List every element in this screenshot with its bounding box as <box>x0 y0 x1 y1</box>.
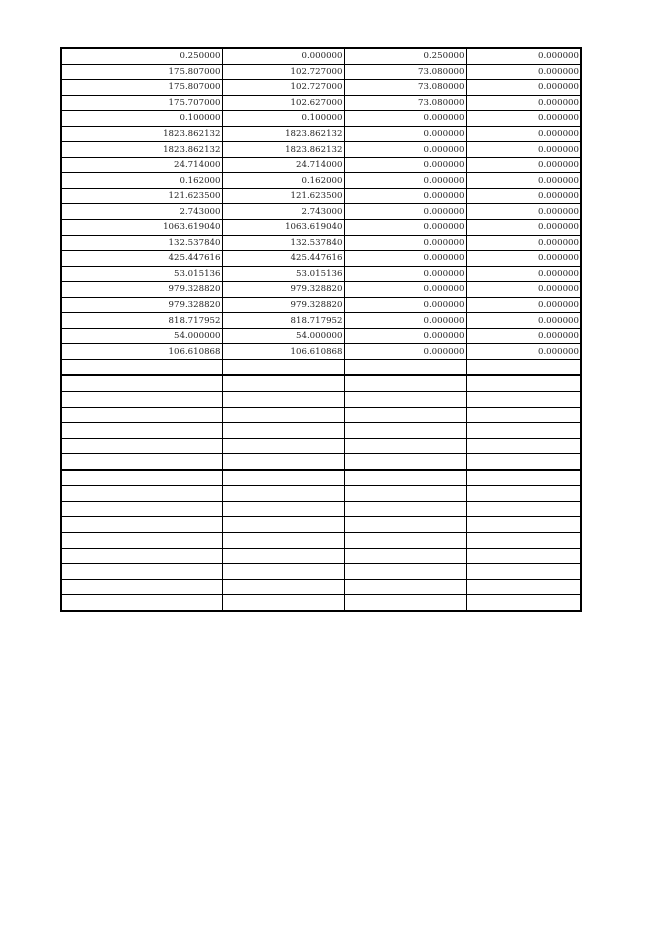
table-cell: 0.000000 <box>466 235 581 251</box>
table-cell: 0.000000 <box>466 297 581 313</box>
table-body <box>61 48 581 611</box>
table-cell: 1823.862132 <box>222 142 344 158</box>
table-cell: 0.000000 <box>222 48 344 64</box>
table-cell <box>222 470 344 486</box>
table-cell <box>222 454 344 470</box>
table-cell: 24.714000 <box>61 157 222 173</box>
table-cell <box>344 532 466 548</box>
table-cell: 0.000000 <box>344 251 466 267</box>
table-cell: 24.714000 <box>222 157 344 173</box>
table-cell: 1063.619040 <box>61 220 222 236</box>
table-row <box>61 282 581 298</box>
table-cell <box>222 359 344 375</box>
table-cell: 0.000000 <box>344 142 466 158</box>
table-cell <box>344 359 466 375</box>
table-cell <box>222 375 344 391</box>
table-cell: 0.000000 <box>466 188 581 204</box>
table-cell: 102.627000 <box>222 95 344 111</box>
table-cell <box>344 407 466 423</box>
table-cell: 0.000000 <box>466 173 581 189</box>
table-cell <box>222 486 344 502</box>
table-cell <box>344 470 466 486</box>
table-cell <box>344 548 466 564</box>
table-row <box>61 235 581 251</box>
table-cell: 0.000000 <box>466 251 581 267</box>
table-cell: 0.000000 <box>466 266 581 282</box>
table-cell: 0.162000 <box>61 173 222 189</box>
table-cell <box>61 470 222 486</box>
table-cell <box>466 517 581 533</box>
table-cell <box>61 423 222 439</box>
table-cell: 0.000000 <box>344 157 466 173</box>
table-cell: 979.328820 <box>61 297 222 313</box>
table-row <box>61 579 581 595</box>
table-cell <box>466 579 581 595</box>
table-cell <box>344 392 466 408</box>
table-row <box>61 313 581 329</box>
table-cell: 2.743000 <box>222 204 344 220</box>
table-cell: 0.000000 <box>344 111 466 127</box>
table-cell <box>466 407 581 423</box>
table-cell: 0.162000 <box>222 173 344 189</box>
table-cell <box>466 532 581 548</box>
table-cell: 0.000000 <box>466 111 581 127</box>
table-cell <box>466 501 581 517</box>
table-cell: 0.000000 <box>344 313 466 329</box>
table-cell: 0.000000 <box>466 313 581 329</box>
table-cell <box>344 423 466 439</box>
table-cell: 73.080000 <box>344 64 466 80</box>
table-cell <box>61 517 222 533</box>
table-cell: 0.100000 <box>61 111 222 127</box>
table-cell: 1823.862132 <box>222 126 344 142</box>
table-cell <box>344 564 466 580</box>
table-cell: 0.000000 <box>466 157 581 173</box>
table-cell <box>61 579 222 595</box>
table-cell <box>344 438 466 454</box>
table-row <box>61 48 581 64</box>
table-cell: 132.537840 <box>61 235 222 251</box>
table-cell <box>222 579 344 595</box>
table-cell <box>61 532 222 548</box>
table-cell: 175.807000 <box>61 64 222 80</box>
table-row <box>61 266 581 282</box>
table-cell <box>222 438 344 454</box>
table-cell: 0.000000 <box>466 204 581 220</box>
table-row <box>61 548 581 564</box>
table-row <box>61 95 581 111</box>
table-cell <box>61 501 222 517</box>
table-cell: 0.000000 <box>344 204 466 220</box>
table-cell: 0.000000 <box>344 297 466 313</box>
table-cell: 0.000000 <box>466 220 581 236</box>
table-cell: 0.000000 <box>344 328 466 344</box>
table-cell: 0.000000 <box>466 95 581 111</box>
table-cell <box>222 595 344 611</box>
table-cell: 1823.862132 <box>61 142 222 158</box>
table-cell: 0.000000 <box>344 282 466 298</box>
table-cell <box>61 454 222 470</box>
table-row <box>61 423 581 439</box>
table-cell: 0.000000 <box>466 282 581 298</box>
table-cell: 106.610868 <box>222 344 344 360</box>
table-row <box>61 80 581 96</box>
table-row <box>61 517 581 533</box>
table-cell <box>344 501 466 517</box>
table-cell: 121.623500 <box>61 188 222 204</box>
table-cell <box>222 532 344 548</box>
table-cell: 175.807000 <box>61 80 222 96</box>
table-cell: 102.727000 <box>222 64 344 80</box>
table-cell <box>61 486 222 502</box>
table-cell: 0.000000 <box>466 126 581 142</box>
table-row <box>61 375 581 391</box>
table-cell <box>466 392 581 408</box>
table-row <box>61 392 581 408</box>
table-cell: 1823.862132 <box>61 126 222 142</box>
table-cell <box>61 438 222 454</box>
table-cell <box>466 375 581 391</box>
table-cell <box>466 454 581 470</box>
table-row <box>61 142 581 158</box>
table-cell <box>466 438 581 454</box>
table-cell: 818.717952 <box>61 313 222 329</box>
table-cell <box>344 454 466 470</box>
table-cell <box>344 595 466 611</box>
table-cell <box>61 407 222 423</box>
table-row <box>61 173 581 189</box>
table-cell <box>61 359 222 375</box>
table-cell: 0.000000 <box>344 126 466 142</box>
table-cell: 0.000000 <box>466 142 581 158</box>
table-row <box>61 454 581 470</box>
table-row <box>61 564 581 580</box>
table-cell: 0.000000 <box>466 48 581 64</box>
table-cell: 979.328820 <box>61 282 222 298</box>
table-cell <box>61 548 222 564</box>
table-cell: 0.000000 <box>344 266 466 282</box>
table-cell <box>222 564 344 580</box>
table-cell: 1063.619040 <box>222 220 344 236</box>
table-cell: 102.727000 <box>222 80 344 96</box>
table-cell <box>222 548 344 564</box>
table-row <box>61 328 581 344</box>
table-row <box>61 359 581 375</box>
table-cell <box>222 517 344 533</box>
table-row <box>61 486 581 502</box>
table-row <box>61 407 581 423</box>
table-row <box>61 204 581 220</box>
table-cell <box>466 548 581 564</box>
table-cell <box>466 564 581 580</box>
table-cell <box>222 392 344 408</box>
table-row <box>61 595 581 611</box>
table-cell <box>466 486 581 502</box>
table-row <box>61 64 581 80</box>
table-cell <box>61 564 222 580</box>
table-row <box>61 470 581 486</box>
table-cell: 54.000000 <box>222 328 344 344</box>
table-cell <box>61 392 222 408</box>
table-cell <box>222 501 344 517</box>
table-cell: 0.000000 <box>344 188 466 204</box>
table-cell: 0.000000 <box>466 64 581 80</box>
table-cell: 121.623500 <box>222 188 344 204</box>
table-cell: 0.000000 <box>466 328 581 344</box>
table-cell: 73.080000 <box>344 95 466 111</box>
table-cell: 53.015136 <box>222 266 344 282</box>
table-cell: 53.015136 <box>61 266 222 282</box>
table-row <box>61 157 581 173</box>
table-cell <box>61 595 222 611</box>
table-row <box>61 501 581 517</box>
table-cell: 0.250000 <box>61 48 222 64</box>
table-cell: 0.000000 <box>344 235 466 251</box>
table-cell <box>466 359 581 375</box>
table-cell: 425.447616 <box>222 251 344 267</box>
table-cell: 132.537840 <box>222 235 344 251</box>
table-row <box>61 126 581 142</box>
table-cell <box>466 470 581 486</box>
table-cell: 0.000000 <box>466 80 581 96</box>
table-cell: 0.000000 <box>344 220 466 236</box>
table-cell: 0.000000 <box>344 173 466 189</box>
table-cell <box>222 407 344 423</box>
table-cell: 0.100000 <box>222 111 344 127</box>
table-cell: 175.707000 <box>61 95 222 111</box>
table-row <box>61 344 581 360</box>
data-table <box>60 47 582 612</box>
table-cell: 73.080000 <box>344 80 466 96</box>
table-cell: 979.328820 <box>222 297 344 313</box>
table-cell: 54.000000 <box>61 328 222 344</box>
table-cell: 818.717952 <box>222 313 344 329</box>
table-cell <box>344 579 466 595</box>
table-row <box>61 188 581 204</box>
table-cell <box>61 375 222 391</box>
table-cell: 425.447616 <box>61 251 222 267</box>
table-cell: 979.328820 <box>222 282 344 298</box>
table-cell <box>466 423 581 439</box>
table-row <box>61 220 581 236</box>
table-row <box>61 111 581 127</box>
table-row <box>61 438 581 454</box>
table-row <box>61 251 581 267</box>
table-cell: 2.743000 <box>61 204 222 220</box>
table-cell <box>344 375 466 391</box>
table-cell: 0.250000 <box>344 48 466 64</box>
table-cell: 0.000000 <box>466 344 581 360</box>
table-row <box>61 532 581 548</box>
table-row <box>61 297 581 313</box>
table-cell: 106.610868 <box>61 344 222 360</box>
table-cell <box>344 517 466 533</box>
table-cell: 0.000000 <box>344 344 466 360</box>
table-cell <box>344 486 466 502</box>
table-cell <box>466 595 581 611</box>
table-cell <box>222 423 344 439</box>
